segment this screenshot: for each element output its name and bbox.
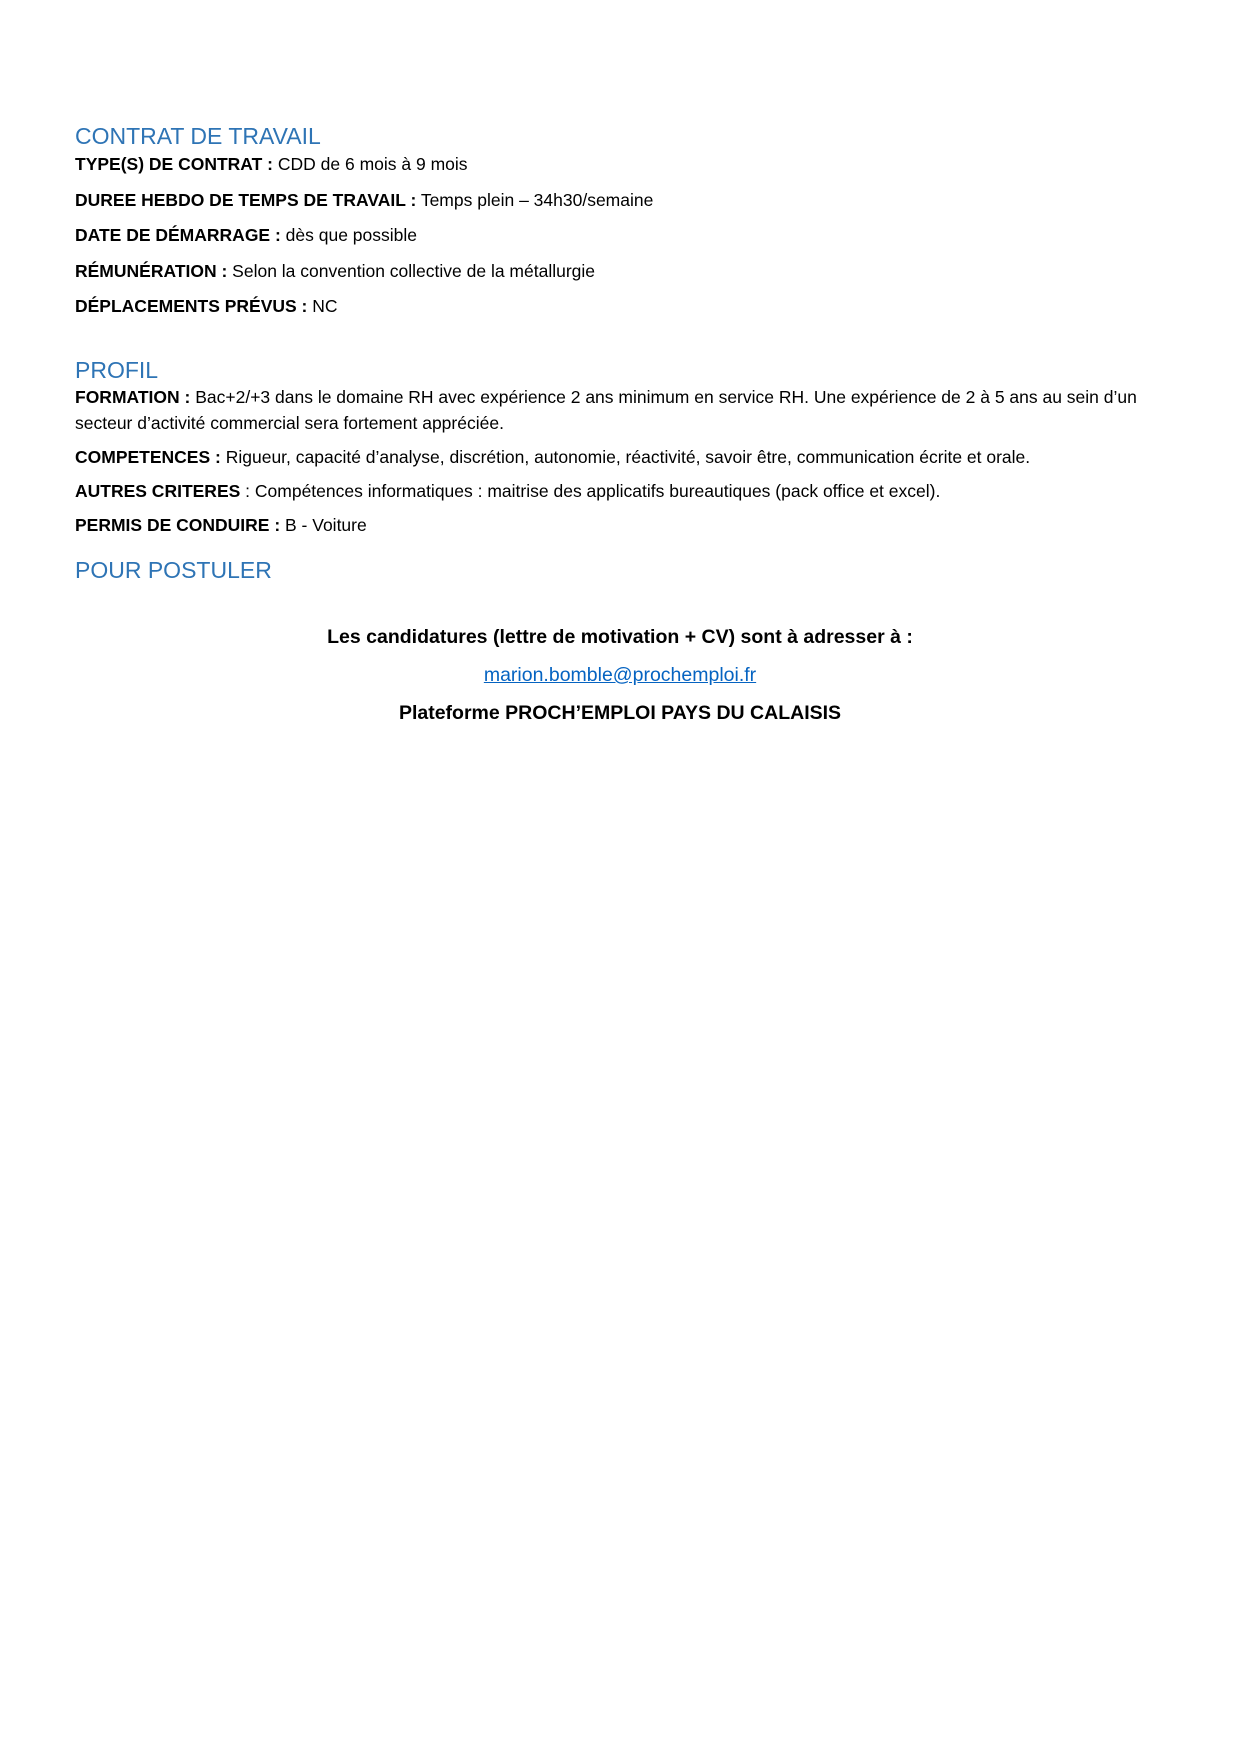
section-heading-contrat: CONTRAT DE TRAVAIL <box>75 123 321 149</box>
field-remuneration <box>75 258 1165 284</box>
field-type-de-contrat <box>75 151 1165 177</box>
section-heading-postuler: POUR POSTULER <box>75 557 272 583</box>
section-contrat-de-travail <box>75 122 1165 319</box>
field-label: DATE DE DÉMARRAGE : <box>75 225 281 245</box>
field-autres-criteres <box>75 478 1165 504</box>
field-label: FORMATION : <box>75 387 191 407</box>
field-deplacements-prevus <box>75 293 1165 319</box>
field-value: CDD de 6 mois à 9 mois <box>273 154 468 174</box>
platform-name: Plateforme PROCH’EMPLOI PAYS DU CALAISIS <box>398 702 842 724</box>
field-formation <box>75 384 1165 436</box>
field-value: B - Voiture <box>280 515 367 535</box>
field-label: DUREE HEBDO DE TEMPS DE TRAVAIL : <box>75 189 417 210</box>
field-value: dès que possible <box>280 225 418 245</box>
section-profil <box>75 356 1165 538</box>
contact-email-link[interactable]: marion.bomble@prochemploi.fr <box>483 664 757 686</box>
section-pour-postuler <box>75 556 1165 727</box>
field-label: DÉPLACEMENTS PRÉVUS : <box>75 296 308 316</box>
field-value: Temps plein – 34h30/semaine <box>416 189 654 210</box>
section-heading-profil: PROFIL <box>75 357 159 383</box>
field-competences <box>75 444 1165 470</box>
field-value: Rigueur, capacité d’analyse, discrétion, autonomie, réactivité, savoir être, communication écrite et orale. <box>220 447 1031 467</box>
field-value: Bac+2/+3 dans le domaine RH avec expérience 2 ans minimum en service RH. Une expérience de 2 à 5 ans au sein d’un secteur d’activité commercial sera fortement appréciée. <box>75 387 1137 433</box>
application-intro: Les candidatures (lettre de motivation + CV) sont à adresser à : <box>327 626 913 648</box>
field-label: RÉMUNÉRATION : <box>75 260 228 281</box>
application-instructions <box>75 624 1165 727</box>
field-label: TYPE(S) DE CONTRAT : <box>75 154 274 174</box>
field-date-de-demarrage <box>75 222 1165 248</box>
field-label: AUTRES CRITERES <box>75 481 241 501</box>
field-value: Selon la convention collective de la métallurgie <box>227 260 596 281</box>
field-duree-hebdo <box>75 187 1165 213</box>
field-label: COMPETENCES : <box>75 447 221 467</box>
field-permis-de-conduire <box>75 512 1165 538</box>
field-label: PERMIS DE CONDUIRE : <box>75 515 281 535</box>
field-value: : Compétences informatiques : maitrise des applicatifs bureautiques (pack office et excel). <box>240 481 941 501</box>
field-value: NC <box>307 296 338 316</box>
document-content <box>75 122 1165 727</box>
